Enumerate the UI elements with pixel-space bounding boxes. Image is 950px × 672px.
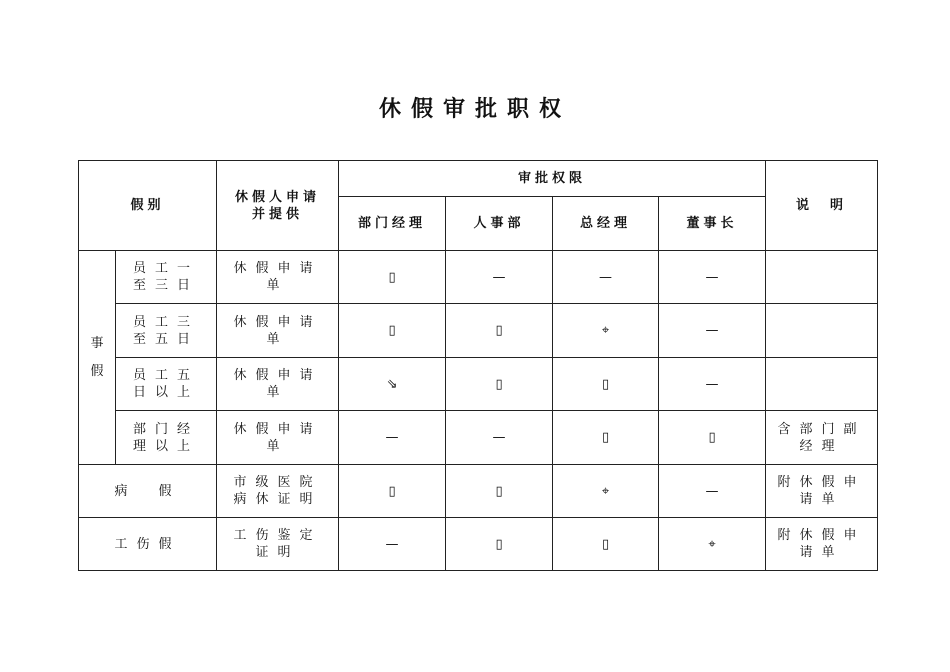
leave-type-line2: 至三日 (133, 278, 200, 293)
remark-line1: 含部门副 (777, 421, 866, 437)
leave-type-cell (116, 358, 217, 411)
chairman-mark: ⌖ (659, 518, 766, 571)
remark-line2: 请单 (799, 492, 844, 507)
table-row (79, 251, 878, 304)
required-doc-line1: 休假申请 (233, 421, 322, 437)
remarks-cell (766, 251, 878, 304)
required-doc-line1: 休假申请 (233, 368, 322, 383)
header-general-manager: 总经理 (553, 197, 659, 251)
header-applicant-docs (217, 161, 339, 251)
table-row (79, 411, 878, 465)
dept-manager-mark: ▯ (339, 304, 446, 358)
required-doc-cell (217, 304, 339, 358)
remarks-cell (766, 518, 878, 571)
remark-line2: 请单 (799, 545, 844, 560)
required-doc-line1: 市级医院 (233, 475, 322, 490)
hr-dept-mark: ▯ (446, 358, 553, 411)
remarks-cell (766, 304, 878, 358)
leave-type-line2: 日以上 (133, 385, 200, 400)
leave-type-line1: 部门经 (133, 421, 200, 437)
header-hr-dept: 人事部 (446, 197, 553, 251)
required-doc-line1: 休假申请 (233, 314, 322, 330)
chairman-mark: — (659, 465, 766, 518)
page-title: 休假审批职权 (378, 97, 571, 122)
hr-dept-mark: — (446, 251, 553, 304)
chairman-mark: ▯ (659, 411, 766, 465)
required-doc-cell (217, 358, 339, 411)
dept-manager-mark: ▯ (339, 465, 446, 518)
hr-dept-mark: ▯ (446, 518, 553, 571)
required-doc-line1: 休假申请 (233, 261, 322, 276)
leave-type-cell (116, 304, 217, 358)
general-manager-mark: ▯ (553, 518, 659, 571)
general-manager-mark: ▯ (553, 358, 659, 411)
header-approval-authority: 审批权限 (339, 161, 766, 197)
leave-type-line2: 理以上 (133, 438, 200, 454)
general-manager-mark: ⌖ (553, 304, 659, 358)
leave-type-line2: 至五日 (133, 331, 200, 347)
required-doc-line2: 单 (266, 385, 289, 400)
required-doc-line1: 工伤鉴定 (233, 528, 322, 543)
leave-type-line1: 员工五 (133, 368, 200, 383)
dept-manager-mark: — (339, 518, 446, 571)
required-doc-line2: 单 (266, 278, 289, 293)
required-doc-cell (217, 518, 339, 571)
remark-line1: 附休假申 (777, 528, 866, 543)
remark-line2: 经理 (799, 438, 844, 454)
leave-type-cell (116, 251, 217, 304)
hr-dept-mark: ▯ (446, 304, 553, 358)
general-manager-mark: ⌖ (553, 465, 659, 518)
dept-manager-mark: ⇘ (339, 358, 446, 411)
dept-manager-mark: ▯ (339, 251, 446, 304)
remarks-cell (766, 358, 878, 411)
personal-leave-group-label (79, 251, 116, 465)
chairman-mark: — (659, 251, 766, 304)
hr-dept-mark: — (446, 411, 553, 465)
leave-type-line1: 员工三 (133, 314, 200, 330)
header-chairman: 董事长 (659, 197, 766, 251)
required-doc-cell (217, 465, 339, 518)
header-applicant-line2: 并提供 (252, 206, 304, 222)
leave-type-line1: 员工一 (133, 261, 200, 276)
chairman-mark: — (659, 304, 766, 358)
header-leave-type: 假别 (79, 161, 217, 251)
remarks-cell (766, 465, 878, 518)
required-doc-cell (217, 251, 339, 304)
header-dept-manager: 部门经理 (339, 197, 446, 251)
sick-leave-label: 病 假 (79, 465, 217, 518)
required-doc-line2: 单 (266, 438, 289, 454)
required-doc-line2: 证明 (255, 545, 300, 560)
hr-dept-mark: ▯ (446, 465, 553, 518)
general-manager-mark: — (553, 251, 659, 304)
table-row (79, 358, 878, 411)
required-doc-line2: 单 (266, 331, 289, 347)
remark-line1: 附休假申 (777, 475, 866, 490)
approval-authority-table (78, 160, 878, 571)
remarks-cell (766, 411, 878, 465)
required-doc-cell (217, 411, 339, 465)
leave-type-cell (116, 411, 217, 465)
table-row (79, 304, 878, 358)
required-doc-line2: 病休证明 (233, 492, 322, 507)
table-row (79, 465, 878, 518)
dept-manager-mark: — (339, 411, 446, 465)
injury-leave-label: 工伤假 (79, 518, 217, 571)
personal-leave-label: 事假 (90, 335, 104, 379)
chairman-mark: — (659, 358, 766, 411)
general-manager-mark: ▯ (553, 411, 659, 465)
table-row (79, 518, 878, 571)
header-applicant-line1: 休假人申请 (235, 189, 321, 205)
header-remarks: 说 明 (766, 161, 878, 251)
